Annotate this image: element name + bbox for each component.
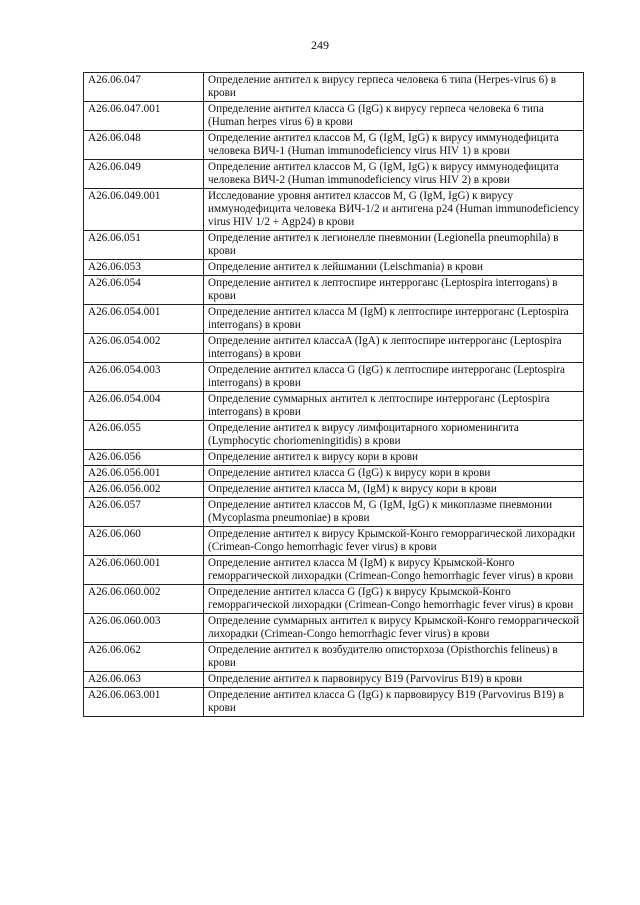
service-description: Определение антител к возбудителю описторхоза (Opisthorchis felineus) в крови	[204, 643, 584, 672]
service-description: Определение антител к вирусу герпеса человека 6 типа (Herpes-virus 6) в крови	[204, 73, 584, 102]
table-row	[84, 450, 584, 466]
service-description: Определение антител класса G (IgG) к парвовирусу B19 (Parvovirus B19) в крови	[204, 688, 584, 717]
table-row	[84, 556, 584, 585]
service-description: Исследование уровня антител классов M, G (IgM, IgG) к вирусу иммунодефицита человека ВИЧ-1/2 и антигена p24 (Human immunodeficiency virus HIV 1/2 + Agp24) в крови	[204, 189, 584, 231]
service-code: A26.06.054.002	[84, 334, 204, 363]
service-code: A26.06.047.001	[84, 102, 204, 131]
table-row	[84, 466, 584, 482]
service-description: Определение антител класса G (IgG) к лептоспире интерроганс (Leptospira interrogans) в крови	[204, 363, 584, 392]
service-description: Определение антител класса G (IgG) к вирусу кори в крови	[204, 466, 584, 482]
table-row	[84, 231, 584, 260]
service-description: Определение антител класса M (IgM) к лептоспире интерроганс (Leptospira interrogans) в крови	[204, 305, 584, 334]
service-description: Определение суммарных антител к вирусу Крымской-Конго геморрагической лихорадки (Crimean-Congo hemorrhagic fever virus) в крови	[204, 614, 584, 643]
service-description: Определение антител классов M, G (IgM, IgG) к вирусу иммунодефицита человека ВИЧ-1 (Human immunodeficiency virus HIV 1) в крови	[204, 131, 584, 160]
table-row	[84, 688, 584, 717]
service-code: A26.06.049.001	[84, 189, 204, 231]
service-description: Определение антител к вирусу лимфоцитарного хориоменингита (Lymphocytic choriomeningitidis) в крови	[204, 421, 584, 450]
table-row	[84, 614, 584, 643]
service-code: A26.06.060	[84, 527, 204, 556]
service-description: Определение антител класса G (IgG) к вирусу герпеса человека 6 типа (Human herpes virus 6) в крови	[204, 102, 584, 131]
table-row	[84, 643, 584, 672]
table-row	[84, 527, 584, 556]
service-code: A26.06.053	[84, 260, 204, 276]
service-code: A26.06.063.001	[84, 688, 204, 717]
page-number: 249	[311, 38, 329, 52]
table-row	[84, 672, 584, 688]
service-code: A26.06.056.002	[84, 482, 204, 498]
service-code: A26.06.048	[84, 131, 204, 160]
table-row	[84, 392, 584, 421]
table-row	[84, 102, 584, 131]
table-row	[84, 189, 584, 231]
service-description: Определение антител классов M, G (IgM, IgG) к микоплазме пневмонии (Mycoplasma pneumoniae) в крови	[204, 498, 584, 527]
service-code: A26.06.047	[84, 73, 204, 102]
service-code: A26.06.060.002	[84, 585, 204, 614]
service-description: Определение антител класса M, (IgM) к вирусу кори в крови	[204, 482, 584, 498]
service-code: A26.06.057	[84, 498, 204, 527]
service-code: A26.06.060.001	[84, 556, 204, 585]
service-description: Определение антител к вирусу Крымской-Конго геморрагической лихорадки (Crimean-Congo hemorrhagic fever virus) в крови	[204, 527, 584, 556]
service-codes-table	[83, 72, 584, 717]
service-description: Определение антител класса G (IgG) к вирусу Крымской-Конго геморрагической лихорадки (Crimean-Congo hemorrhagic fever virus) в крови	[204, 585, 584, 614]
table-row	[84, 73, 584, 102]
service-description: Определение антител классов M, G (IgM, IgG) к вирусу иммунодефицита человека ВИЧ-2 (Human immunodeficiency virus HIV 2) в крови	[204, 160, 584, 189]
table-row	[84, 482, 584, 498]
service-code: A26.06.060.003	[84, 614, 204, 643]
table-row	[84, 421, 584, 450]
table-row	[84, 305, 584, 334]
service-description: Определение антител класса M (IgM) к вирусу Крымской-Конго геморрагической лихорадки (Crimean-Congo hemorrhagic fever virus) в крови	[204, 556, 584, 585]
service-code: A26.06.051	[84, 231, 204, 260]
service-description: Определение антител к вирусу кори в крови	[204, 450, 584, 466]
service-code: A26.06.056.001	[84, 466, 204, 482]
service-description: Определение антител классаA (IgA) к лептоспире интерроганс (Leptospira interrogans) в крови	[204, 334, 584, 363]
service-code: A26.06.054.004	[84, 392, 204, 421]
service-code: A26.06.056	[84, 450, 204, 466]
table-row	[84, 260, 584, 276]
service-description: Определение антител к лейшмании (Leischmania) в крови	[204, 260, 584, 276]
service-code: A26.06.063	[84, 672, 204, 688]
service-code: A26.06.062	[84, 643, 204, 672]
service-description: Определение суммарных антител к лептоспире интерроганс (Leptospira interrogans) в крови	[204, 392, 584, 421]
service-code: A26.06.049	[84, 160, 204, 189]
service-description: Определение антител к парвовирусу B19 (Parvovirus B19) в крови	[204, 672, 584, 688]
table-row	[84, 585, 584, 614]
table-row	[84, 363, 584, 392]
service-code: A26.06.054.001	[84, 305, 204, 334]
service-description: Определение антител к лептоспире интерроганс (Leptospira interrogans) в крови	[204, 276, 584, 305]
service-description: Определение антител к легионелле пневмонии (Legionella pneumophila) в крови	[204, 231, 584, 260]
table-body	[84, 73, 584, 717]
service-code: A26.06.055	[84, 421, 204, 450]
service-code: A26.06.054.003	[84, 363, 204, 392]
table-row	[84, 498, 584, 527]
service-code: A26.06.054	[84, 276, 204, 305]
table-row	[84, 131, 584, 160]
table-row	[84, 276, 584, 305]
table-row	[84, 160, 584, 189]
table-row	[84, 334, 584, 363]
